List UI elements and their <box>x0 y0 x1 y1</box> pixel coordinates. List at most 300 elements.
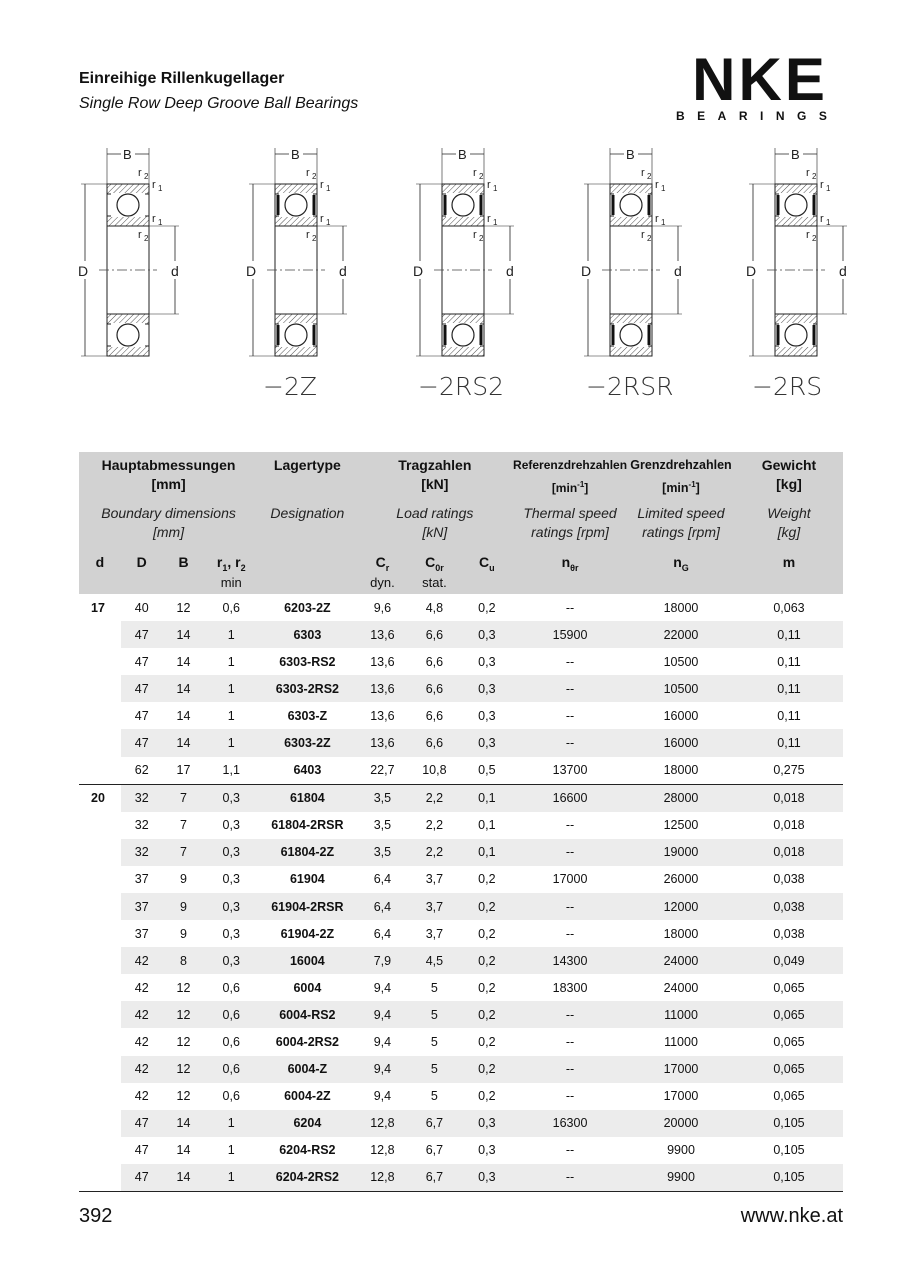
radius-label-r1-inner: r <box>320 213 324 225</box>
cell-B: 12 <box>176 600 191 615</box>
cell-D: 42 <box>121 947 163 974</box>
cell-cr: 6,4 <box>357 893 409 920</box>
page-title-de: Einreihige Rillenkugellager <box>79 70 285 87</box>
cell-d <box>79 866 121 893</box>
cell-cr: 13,6 <box>370 654 395 669</box>
cell-des: 6004 <box>293 980 322 995</box>
table-row <box>79 784 843 812</box>
cell-d <box>79 974 121 1001</box>
cell-D: 32 <box>121 839 163 866</box>
radius-label-r2-inner: r <box>473 229 477 241</box>
cell-nref: -- <box>513 893 627 920</box>
cell-D: 37 <box>134 926 149 941</box>
table-row <box>79 1028 843 1055</box>
cell-nref: -- <box>513 1001 627 1028</box>
cell-nref: 13700 <box>552 763 588 778</box>
cell-cr: 6,4 <box>373 872 392 887</box>
cell-D: 47 <box>121 675 163 702</box>
cell-r: 0,3 <box>204 839 258 866</box>
cell-B: 12 <box>163 1056 205 1083</box>
cell-cu: 0,2 <box>461 1056 513 1083</box>
cell-cu: 0,3 <box>461 1110 513 1137</box>
cell-cr: 3,5 <box>373 818 392 833</box>
cell-B: 12 <box>176 1035 191 1049</box>
radius-sub-2-inner: 2 <box>312 234 317 243</box>
table-row <box>79 1137 843 1164</box>
cell-B: 8 <box>163 947 205 974</box>
cell-d <box>79 1164 121 1192</box>
cell-r: 0,3 <box>204 893 258 920</box>
cell-c0r: 6,6 <box>408 675 461 702</box>
cell-r: 0,3 <box>222 818 240 833</box>
cell-nlim: 10500 <box>627 675 735 702</box>
cell-B: 7 <box>180 818 187 833</box>
dim-label-B: B <box>626 147 635 162</box>
cell-cu: 0,2 <box>478 872 496 887</box>
cell-D: 37 <box>134 872 149 887</box>
cell-c0r: 3,7 <box>425 926 444 941</box>
radius-sub-1-inner: 1 <box>326 218 331 227</box>
dim-label-D: D <box>581 263 592 279</box>
cell-r: 0,6 <box>222 600 240 615</box>
cell-nlim: 26000 <box>663 872 699 887</box>
cell-cr: 13,6 <box>357 729 409 756</box>
radius-sub-1-inner: 1 <box>493 218 498 227</box>
cell-nlim: 18000 <box>663 600 699 615</box>
cell-cr: 3,5 <box>357 784 409 812</box>
cell-c0r: 6,7 <box>408 1164 461 1192</box>
dim-label-B: B <box>123 147 132 162</box>
cell-cu: 0,3 <box>478 654 496 669</box>
cell-m: 0,018 <box>773 818 805 833</box>
cell-nlim: 9900 <box>667 1143 695 1158</box>
cell-cu: 0,1 <box>461 839 513 866</box>
cell-B: 14 <box>176 708 191 723</box>
cell-des: 6203-2Z <box>284 600 331 615</box>
cell-cu: 0,3 <box>478 708 496 723</box>
cell-des: 6303-Z <box>287 708 328 723</box>
radius-label-r1-inner: r <box>820 213 824 225</box>
cell-r: 1 <box>227 654 235 669</box>
radius-sub-1: 1 <box>158 184 163 193</box>
cell-nref: -- <box>513 839 627 866</box>
cell-c0r: 4,8 <box>425 600 444 615</box>
cell-D: 32 <box>134 818 149 833</box>
radius-sub-2-inner: 2 <box>479 234 484 243</box>
cell-des: 6303-2Z <box>258 729 357 756</box>
variant-label-2rsr: −2RSR <box>586 372 674 401</box>
cell-des: 6403 <box>293 763 322 778</box>
table-row <box>79 866 843 893</box>
cell-nlim: 19000 <box>627 839 735 866</box>
sym-D: D <box>121 546 163 594</box>
cell-nlim: 18000 <box>663 926 699 941</box>
cell-d <box>79 1028 121 1055</box>
cell-cr: 6,4 <box>373 926 392 941</box>
bearing-section-open-0 <box>77 145 181 356</box>
cell-D: 47 <box>121 729 163 756</box>
cell-d <box>79 648 121 675</box>
radius-label-r2: r <box>806 167 810 179</box>
cell-c0r: 10,8 <box>422 763 447 778</box>
radius-sub-1: 1 <box>826 184 831 193</box>
cell-D: 47 <box>134 654 149 669</box>
sym-m: m <box>735 546 843 594</box>
cell-m: 0,11 <box>777 654 801 669</box>
cell-nref: -- <box>565 1089 575 1104</box>
cell-d <box>79 1056 121 1083</box>
dim-label-D: D <box>78 263 89 279</box>
cell-cu: 0,2 <box>478 600 496 615</box>
cell-cr: 9,4 <box>373 980 392 995</box>
cell-nref: 15900 <box>513 621 627 648</box>
cell-B: 17 <box>176 763 191 778</box>
cell-c0r: 5 <box>408 1001 461 1028</box>
cell-cu: 0,5 <box>478 763 496 778</box>
cell-B: 7 <box>163 839 205 866</box>
cell-m: 0,065 <box>735 1001 843 1028</box>
cell-nlim: 12500 <box>663 818 699 833</box>
cell-cr: 13,6 <box>357 675 409 702</box>
logo-word: NKE <box>692 46 828 113</box>
radius-sub-2-inner: 2 <box>144 234 149 243</box>
cell-nlim: 16000 <box>663 708 699 723</box>
radius-label-r2-inner: r <box>138 229 142 241</box>
cell-des: 6303-2RS2 <box>258 675 357 702</box>
cell-des: 6204 <box>258 1110 357 1137</box>
radius-label-r1: r <box>320 179 324 191</box>
sym-n-g: $n_G$ <box>627 546 735 594</box>
cell-nref: 16600 <box>513 784 627 812</box>
table-row <box>79 1164 843 1192</box>
table-row <box>79 1083 843 1110</box>
cell-r: 0,6 <box>204 1056 258 1083</box>
cell-nlim: 10500 <box>663 654 699 669</box>
cell-cu: 0,2 <box>461 947 513 974</box>
radius-sub-2: 2 <box>144 172 149 181</box>
cell-cu: 0,2 <box>478 926 496 941</box>
radius-label-r1: r <box>820 179 824 191</box>
cell-cu: 0,2 <box>478 1035 496 1049</box>
cell-r: 0,3 <box>204 947 258 974</box>
cell-r: 1 <box>227 708 235 723</box>
radius-sub-2: 2 <box>312 172 317 181</box>
cell-D: 40 <box>134 600 149 615</box>
dim-label-D: D <box>413 263 424 279</box>
cell-des: 61904 <box>289 872 325 887</box>
cell-B: 14 <box>176 654 191 669</box>
cell-nlim: 16000 <box>627 729 735 756</box>
dim-label-B: B <box>458 147 467 162</box>
dim-label-d: d <box>839 263 847 279</box>
cell-c0r: 6,7 <box>408 1110 461 1137</box>
cell-D: 47 <box>121 1110 163 1137</box>
radius-label-r2-inner: r <box>806 229 810 241</box>
dim-label-d: d <box>339 263 347 279</box>
cell-B: 7 <box>163 784 205 812</box>
cell-des: 6004-2RS2 <box>275 1035 339 1049</box>
cell-d <box>79 621 121 648</box>
sym-B: B <box>163 546 205 594</box>
cell-m: 0,11 <box>735 621 843 648</box>
radius-label-r2: r <box>306 167 310 179</box>
cell-nref: -- <box>513 1056 627 1083</box>
table-row <box>79 812 843 839</box>
radius-label-r1: r <box>655 179 659 191</box>
cell-nlim: 20000 <box>627 1110 735 1137</box>
radius-label-r2: r <box>138 167 142 179</box>
cell-D: 47 <box>134 708 149 723</box>
cell-m: 0,049 <box>735 947 843 974</box>
cell-nref: -- <box>565 708 575 723</box>
cell-cu: 0,3 <box>461 729 513 756</box>
radius-sub-1: 1 <box>493 184 498 193</box>
table-row <box>79 757 843 785</box>
cell-B: 12 <box>176 1089 191 1104</box>
cell-c0r: 5 <box>430 1089 438 1104</box>
cell-B: 9 <box>163 893 205 920</box>
cell-r: 1 <box>204 729 258 756</box>
cell-nref: -- <box>565 654 575 669</box>
cell-c0r: 6,6 <box>408 729 461 756</box>
cell-des: 61804-2RSR <box>271 818 344 833</box>
cell-nref: -- <box>565 1035 575 1049</box>
cell-D: 42 <box>121 1001 163 1028</box>
cell-des: 6204-2RS2 <box>258 1164 357 1192</box>
cell-c0r: 6,6 <box>425 654 444 669</box>
cell-m: 0,038 <box>735 893 843 920</box>
cell-nlim: 24000 <box>627 947 735 974</box>
cell-des: 6004-2Z <box>284 1089 331 1104</box>
variant-label-2rs2: −2RS2 <box>418 372 504 401</box>
col-group-weight: Gewicht [kg] <box>735 452 843 498</box>
header-row-en: Boundary dimensions [mm] Designation Load ratings [kN] Thermal speed ratings [rpm] Limited speed ratings [rpm] Weight [kg] <box>79 498 843 546</box>
cell-d <box>79 839 121 866</box>
cell-c0r: 2,2 <box>408 839 461 866</box>
cell-des: 61904-2Z <box>280 926 335 941</box>
table-row <box>79 920 843 947</box>
sym-n-theta-r: $n_{\theta r}$ <box>513 546 627 594</box>
cell-cu: 0,3 <box>478 1143 496 1158</box>
cell-cu: 0,2 <box>461 893 513 920</box>
cell-B: 9 <box>180 926 187 941</box>
table-row <box>79 648 843 675</box>
cell-nlim: 12000 <box>627 893 735 920</box>
cell-D: 47 <box>121 621 163 648</box>
table-row <box>79 702 843 729</box>
cell-B: 12 <box>163 1001 205 1028</box>
cell-des: 6303 <box>258 621 357 648</box>
col-group-designation: Lagertype <box>258 452 357 498</box>
cell-c0r: 2,2 <box>425 818 444 833</box>
cell-cu: 0,2 <box>478 1089 496 1104</box>
radius-label-r1-inner: r <box>152 213 156 225</box>
cell-d <box>79 947 121 974</box>
cell-m: 0,275 <box>773 763 805 778</box>
bearing-table <box>79 452 843 1192</box>
radius-label-r1-inner: r <box>655 213 659 225</box>
cell-B: 12 <box>176 980 191 995</box>
radius-sub-2: 2 <box>479 172 484 181</box>
table-row <box>79 1110 843 1137</box>
cell-c0r: 4,5 <box>408 947 461 974</box>
cell-B: 14 <box>163 1164 205 1192</box>
radius-sub-2-inner: 2 <box>647 234 652 243</box>
cell-nlim: 18000 <box>663 763 699 778</box>
cell-nlim: 22000 <box>627 621 735 648</box>
cell-cu: 0,3 <box>461 621 513 648</box>
page-title-en: Single Row Deep Groove Ball Bearings <box>79 95 359 112</box>
cell-D: 42 <box>134 1035 149 1049</box>
cell-d: 17 <box>91 600 105 615</box>
cell-nref: -- <box>513 729 627 756</box>
cell-B: 14 <box>176 1143 191 1158</box>
dim-label-B: B <box>291 147 300 162</box>
cell-r: 0,3 <box>222 926 240 941</box>
dim-label-d: d <box>674 263 682 279</box>
cell-c0r: 3,7 <box>408 893 461 920</box>
cell-nlim: 17000 <box>663 1089 699 1104</box>
cell-m: 0,018 <box>735 839 843 866</box>
cell-r: 0,3 <box>222 872 240 887</box>
bearing-section-rs-4 <box>745 145 849 356</box>
website-link[interactable]: www.nke.at <box>740 1205 843 1227</box>
radius-label-r2: r <box>473 167 477 179</box>
col-group-limiting-speed: Grenzdrehzahlen $[\min^{-1}]$ <box>627 452 735 498</box>
table-row <box>79 675 843 702</box>
cell-cr: 12,8 <box>357 1110 409 1137</box>
cell-m: 0,063 <box>773 600 805 615</box>
cell-d: 20 <box>79 784 121 812</box>
header-row-symbols <box>79 546 843 594</box>
nke-logo <box>672 46 848 124</box>
cell-nlim: 9900 <box>627 1164 735 1192</box>
bearing-section-2z-1 <box>245 145 349 356</box>
header-row-de <box>79 452 843 498</box>
cell-m: 0,065 <box>773 1089 805 1104</box>
cell-des: 61904-2RSR <box>258 893 357 920</box>
radius-sub-1-inner: 1 <box>158 218 163 227</box>
cell-des: 6004-Z <box>258 1056 357 1083</box>
dim-label-d: d <box>171 263 179 279</box>
cell-c0r: 5 <box>430 980 438 995</box>
cell-r: 1 <box>204 675 258 702</box>
cell-nlim: 24000 <box>663 980 699 995</box>
cell-D: 37 <box>121 893 163 920</box>
cell-m: 0,065 <box>773 980 805 995</box>
cell-nlim: 11000 <box>627 1001 735 1028</box>
cell-c0r: 2,2 <box>408 784 461 812</box>
cell-d <box>79 893 121 920</box>
cell-des: 6004-RS2 <box>258 1001 357 1028</box>
cell-r: 1,1 <box>222 763 240 778</box>
cell-nref: -- <box>565 1143 575 1158</box>
cell-D: 42 <box>121 1056 163 1083</box>
cell-nref: -- <box>513 675 627 702</box>
cell-c0r: 6,6 <box>408 621 461 648</box>
table-row <box>79 947 843 974</box>
col-group-reference-speed: Referenzdrehzahlen $[\min^{-1}]$ <box>513 452 627 498</box>
radius-sub-1: 1 <box>661 184 666 193</box>
cell-r: 1 <box>204 621 258 648</box>
cell-m: 0,11 <box>735 675 843 702</box>
cell-nref: 18300 <box>552 980 588 995</box>
cell-r: 0,3 <box>204 784 258 812</box>
cell-d <box>79 757 121 785</box>
cell-cu: 0,1 <box>461 784 513 812</box>
cell-nlim: 17000 <box>627 1056 735 1083</box>
cell-cr: 7,9 <box>357 947 409 974</box>
radius-label-r1: r <box>487 179 491 191</box>
cell-cu: 0,3 <box>461 675 513 702</box>
cell-nref: -- <box>565 818 575 833</box>
cell-r: 0,6 <box>222 1035 240 1049</box>
table-row <box>79 974 843 1001</box>
cell-m: 0,038 <box>773 926 805 941</box>
cell-D: 32 <box>121 784 163 812</box>
cell-des: 61804-2Z <box>258 839 357 866</box>
cell-nref: -- <box>565 926 575 941</box>
bearing-section-rs-2 <box>412 145 516 356</box>
logo-subtitle: BEARINGS <box>676 109 840 123</box>
radius-sub-1-inner: 1 <box>826 218 831 227</box>
cell-r: 0,6 <box>204 1001 258 1028</box>
cell-cu: 0,2 <box>461 1001 513 1028</box>
cell-B: 14 <box>163 729 205 756</box>
cell-d <box>79 729 121 756</box>
table-row <box>79 729 843 756</box>
cell-des: 6303-RS2 <box>279 654 336 669</box>
cell-m: 0,105 <box>735 1164 843 1192</box>
radius-label-r2: r <box>641 167 645 179</box>
dim-label-d: d <box>506 263 514 279</box>
cell-r: 1 <box>227 1143 235 1158</box>
sym-cu: $C_u$ <box>461 546 513 594</box>
radius-label-r2-inner: r <box>641 229 645 241</box>
cell-cr: 9,6 <box>373 600 392 615</box>
cell-D: 42 <box>134 980 149 995</box>
radius-label-r1: r <box>152 179 156 191</box>
cell-r: 1 <box>204 1110 258 1137</box>
cell-des: 16004 <box>258 947 357 974</box>
cell-D: 42 <box>134 1089 149 1104</box>
cell-d <box>79 702 121 729</box>
cell-cr: 9,4 <box>373 1035 392 1049</box>
cell-cr: 22,7 <box>370 763 395 778</box>
cell-r: 0,6 <box>222 1089 240 1104</box>
bearing-drawings <box>70 140 850 410</box>
table-row <box>79 893 843 920</box>
cell-d <box>79 675 121 702</box>
cell-cu: 0,3 <box>461 1164 513 1192</box>
cell-cr: 13,6 <box>357 621 409 648</box>
table-row <box>79 621 843 648</box>
cell-nref: 14300 <box>513 947 627 974</box>
cell-c0r: 3,7 <box>425 872 444 887</box>
cell-d <box>79 1083 121 1110</box>
bearing-section-rs-3 <box>580 145 684 356</box>
cell-m: 0,065 <box>773 1035 805 1049</box>
cell-cr: 9,4 <box>357 1001 409 1028</box>
cell-cr: 9,4 <box>373 1089 392 1104</box>
cell-D: 47 <box>121 1164 163 1192</box>
dim-label-D: D <box>746 263 757 279</box>
cell-nref: 17000 <box>552 872 588 887</box>
dim-label-D: D <box>246 263 257 279</box>
cell-nlim: 28000 <box>627 784 735 812</box>
cell-d <box>79 1110 121 1137</box>
cell-cr: 12,8 <box>370 1143 395 1158</box>
